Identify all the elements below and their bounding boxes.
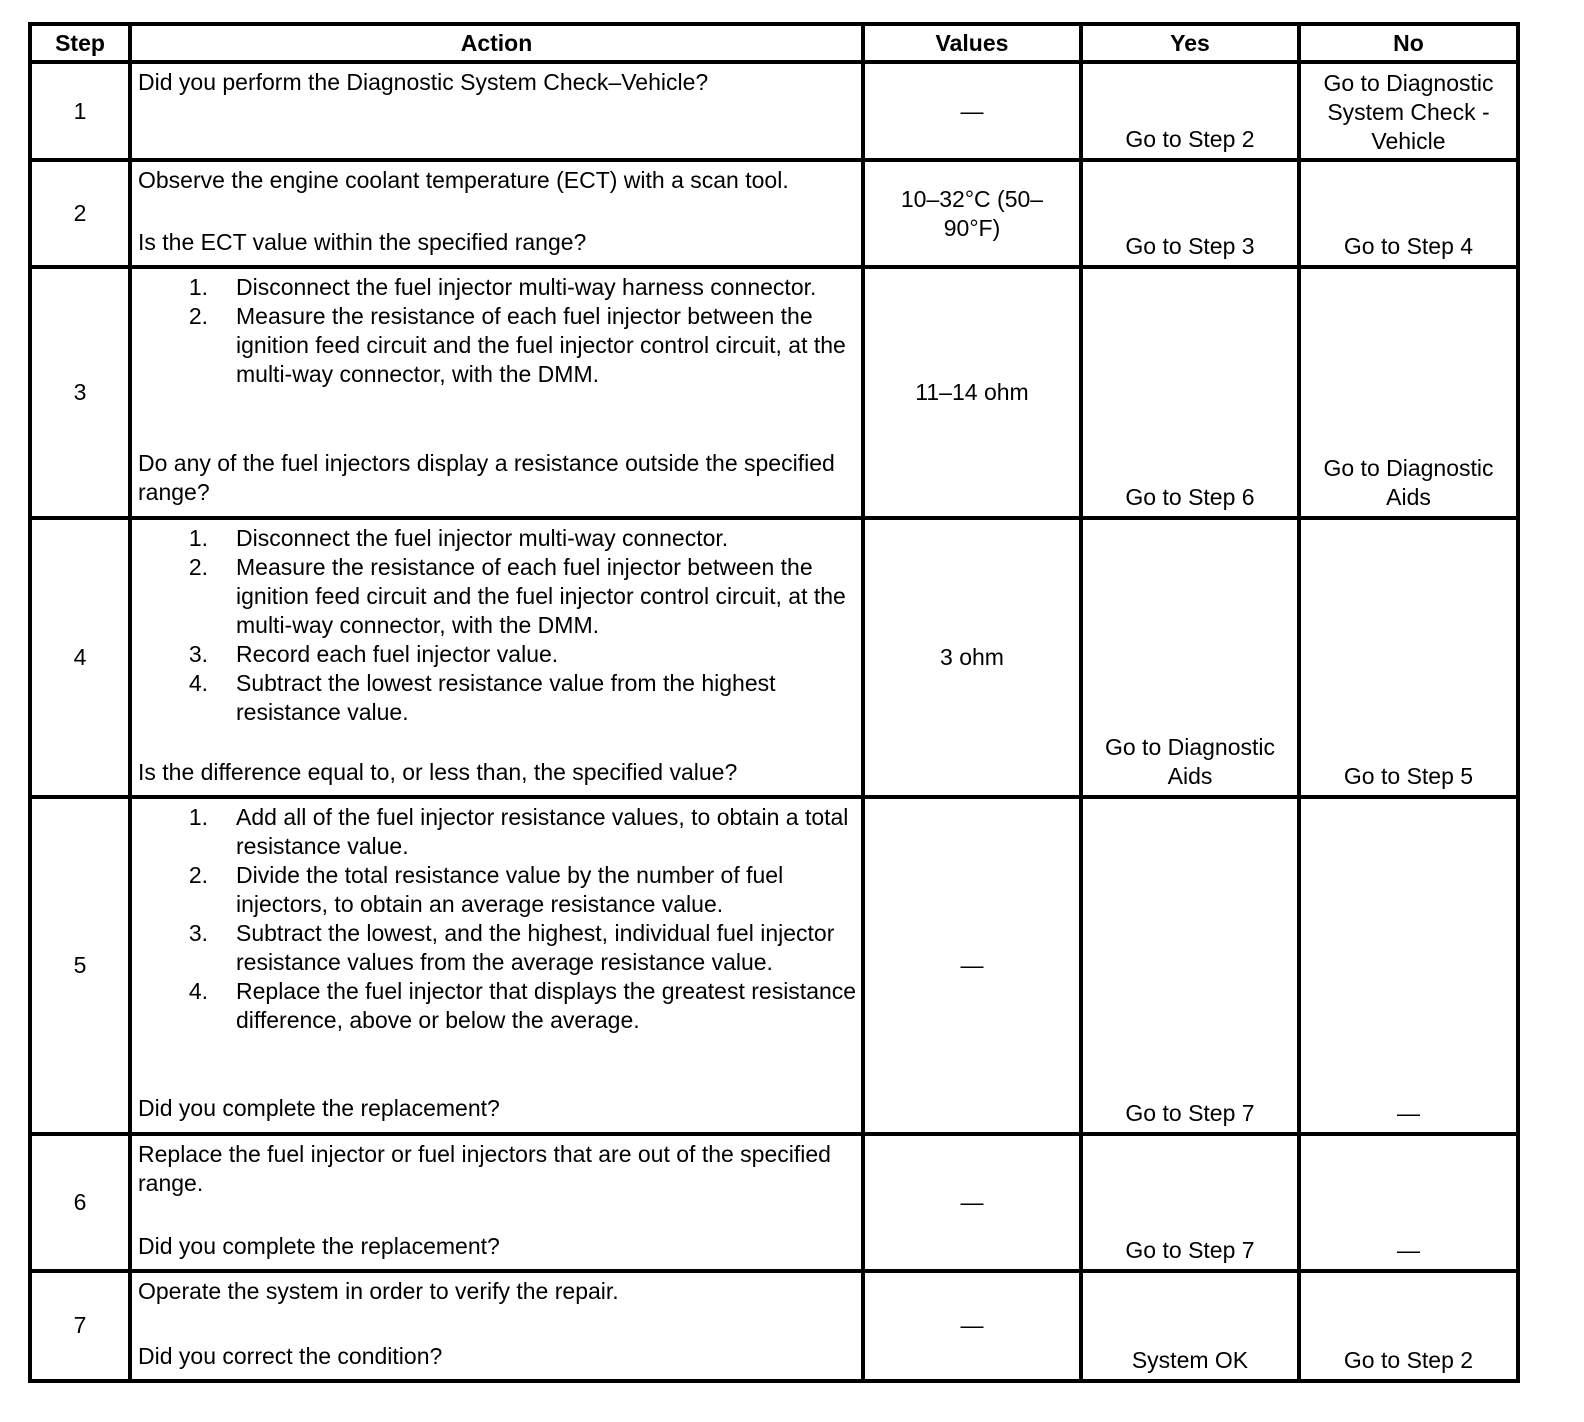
table-row xyxy=(30,160,1518,267)
action-cell xyxy=(130,267,863,517)
action-instructions xyxy=(138,68,857,97)
substep-number: 3. xyxy=(188,640,208,667)
substep-list xyxy=(138,524,857,727)
header-values: Values xyxy=(863,24,1081,62)
specified-value: 10–32°C (50–90°F) xyxy=(863,160,1081,267)
substep-number: 1. xyxy=(188,524,208,551)
table-row xyxy=(30,1134,1518,1271)
substep-text: Disconnect the fuel injector multi-way harness connector. xyxy=(236,274,817,301)
no-result: — xyxy=(1299,1134,1518,1271)
substep-text: Subtract the lowest resistance value from the highest resistance value. xyxy=(236,669,776,725)
substep-item xyxy=(138,977,857,1035)
action-content xyxy=(138,1277,857,1371)
step-number: 7 xyxy=(30,1271,130,1381)
substep-number: 2. xyxy=(188,303,208,330)
action-instructions xyxy=(138,803,857,1035)
substep-number: 1. xyxy=(188,804,208,831)
specified-value: — xyxy=(863,797,1081,1134)
header-yes: Yes xyxy=(1081,24,1299,62)
substep-number: 4. xyxy=(188,669,208,696)
yes-result: Go to Step 3 xyxy=(1081,160,1299,267)
table-row xyxy=(30,267,1518,517)
substep-text: Divide the total resistance value by the number of fuel injectors, to obtain an average resistance value. xyxy=(236,862,784,918)
yes-result: System OK xyxy=(1081,1271,1299,1381)
step-number: 6 xyxy=(30,1134,130,1271)
table-row xyxy=(30,518,1518,797)
action-text: Observe the engine coolant temperature (ECT) with a scan tool. xyxy=(138,167,789,194)
step-number: 4 xyxy=(30,518,130,797)
specified-value: — xyxy=(863,1271,1081,1381)
action-question: Is the ECT value within the specified range? xyxy=(138,229,587,256)
substep-item xyxy=(138,640,857,669)
action-question: Did you complete the replacement? xyxy=(138,1095,500,1122)
substep-text: Measure the resistance of each fuel injector between the ignition feed circuit and the fuel injector control circuit, at the multi-way connector, with the DMM. xyxy=(236,553,846,638)
substep-item xyxy=(138,919,857,977)
header-step: Step xyxy=(30,24,130,62)
action-instructions xyxy=(138,524,857,727)
action-content xyxy=(138,166,857,257)
action-cell xyxy=(130,160,863,267)
substep-item xyxy=(138,524,857,553)
diagnostic-table xyxy=(28,22,1520,1383)
substep-item xyxy=(138,273,857,302)
substep-text: Add all of the fuel injector resistance values, to obtain a total resistance value. xyxy=(236,804,849,860)
substep-text: Measure the resistance of each fuel injector between the ignition feed circuit and the fuel injector control circuit, at the multi-way connector, with the DMM. xyxy=(236,303,846,388)
action-content xyxy=(138,68,857,150)
step-number: 2 xyxy=(30,160,130,267)
header-action: Action xyxy=(130,24,863,62)
action-question: Is the difference equal to, or less than, the specified value? xyxy=(138,758,738,785)
yes-result: Go to Step 7 xyxy=(1081,797,1299,1134)
substep-number: 1. xyxy=(188,274,208,301)
table-row xyxy=(30,62,1518,160)
specified-value: 11–14 ohm xyxy=(863,267,1081,517)
substep-item xyxy=(138,302,857,389)
no-result: Go to Step 5 xyxy=(1299,518,1518,797)
substep-text: Record each fuel injector value. xyxy=(236,640,559,667)
action-text: Did you perform the Diagnostic System Check–Vehicle? xyxy=(138,69,709,95)
step-number: 3 xyxy=(30,267,130,517)
yes-result: Go to Step 7 xyxy=(1081,1134,1299,1271)
yes-result: Go to Step 2 xyxy=(1081,62,1299,160)
substep-text: Subtract the lowest, and the highest, individual fuel injector resistance values from the average resistance value. xyxy=(236,920,835,976)
no-result: Go to Diagnostic System Check - Vehicle xyxy=(1299,62,1518,160)
action-content xyxy=(138,524,857,787)
step-number: 1 xyxy=(30,62,130,160)
action-question: Did you complete the replacement? xyxy=(138,1232,500,1259)
action-cell xyxy=(130,797,863,1134)
substep-number: 4. xyxy=(188,978,208,1005)
substep-item xyxy=(138,861,857,919)
substep-item xyxy=(138,553,857,640)
substep-list xyxy=(138,803,857,1035)
substep-item xyxy=(138,669,857,727)
header-no: No xyxy=(1299,24,1518,62)
table-row xyxy=(30,797,1518,1134)
action-cell xyxy=(130,1134,863,1271)
action-content xyxy=(138,803,857,1123)
substep-text: Replace the fuel injector that displays the greatest resistance difference, above or below the average. xyxy=(236,978,857,1034)
substep-number: 2. xyxy=(188,862,208,889)
specified-value: 3 ohm xyxy=(863,518,1081,797)
specified-value: — xyxy=(863,1134,1081,1271)
substep-list xyxy=(138,273,857,389)
action-instructions xyxy=(138,166,857,195)
action-text: Operate the system in order to verify the repair. xyxy=(138,1277,619,1304)
action-instructions xyxy=(138,1140,857,1198)
action-question: Did you correct the condition? xyxy=(138,1342,443,1369)
action-cell xyxy=(130,62,863,160)
substep-item xyxy=(138,803,857,861)
substep-number: 2. xyxy=(188,553,208,580)
no-result: Go to Step 2 xyxy=(1299,1271,1518,1381)
table-row xyxy=(30,1271,1518,1381)
action-text: Replace the fuel injector or fuel injectors that are out of the specified range. xyxy=(138,1140,831,1196)
no-result: — xyxy=(1299,797,1518,1134)
action-instructions xyxy=(138,1277,857,1306)
yes-result: Go to Step 6 xyxy=(1081,267,1299,517)
yes-result: Go to Diagnostic Aids xyxy=(1081,518,1299,797)
step-number: 5 xyxy=(30,797,130,1134)
header-row xyxy=(30,24,1518,62)
action-instructions xyxy=(138,273,857,389)
action-cell xyxy=(130,1271,863,1381)
action-content xyxy=(138,273,857,507)
action-cell xyxy=(130,518,863,797)
specified-value: — xyxy=(863,62,1081,160)
substep-text: Disconnect the fuel injector multi-way connector. xyxy=(236,524,729,551)
substep-number: 3. xyxy=(188,920,208,947)
action-content xyxy=(138,1140,857,1261)
no-result: Go to Step 4 xyxy=(1299,160,1518,267)
action-question: Do any of the fuel injectors display a resistance outside the specified range? xyxy=(138,450,835,506)
no-result: Go to Diagnostic Aids xyxy=(1299,267,1518,517)
